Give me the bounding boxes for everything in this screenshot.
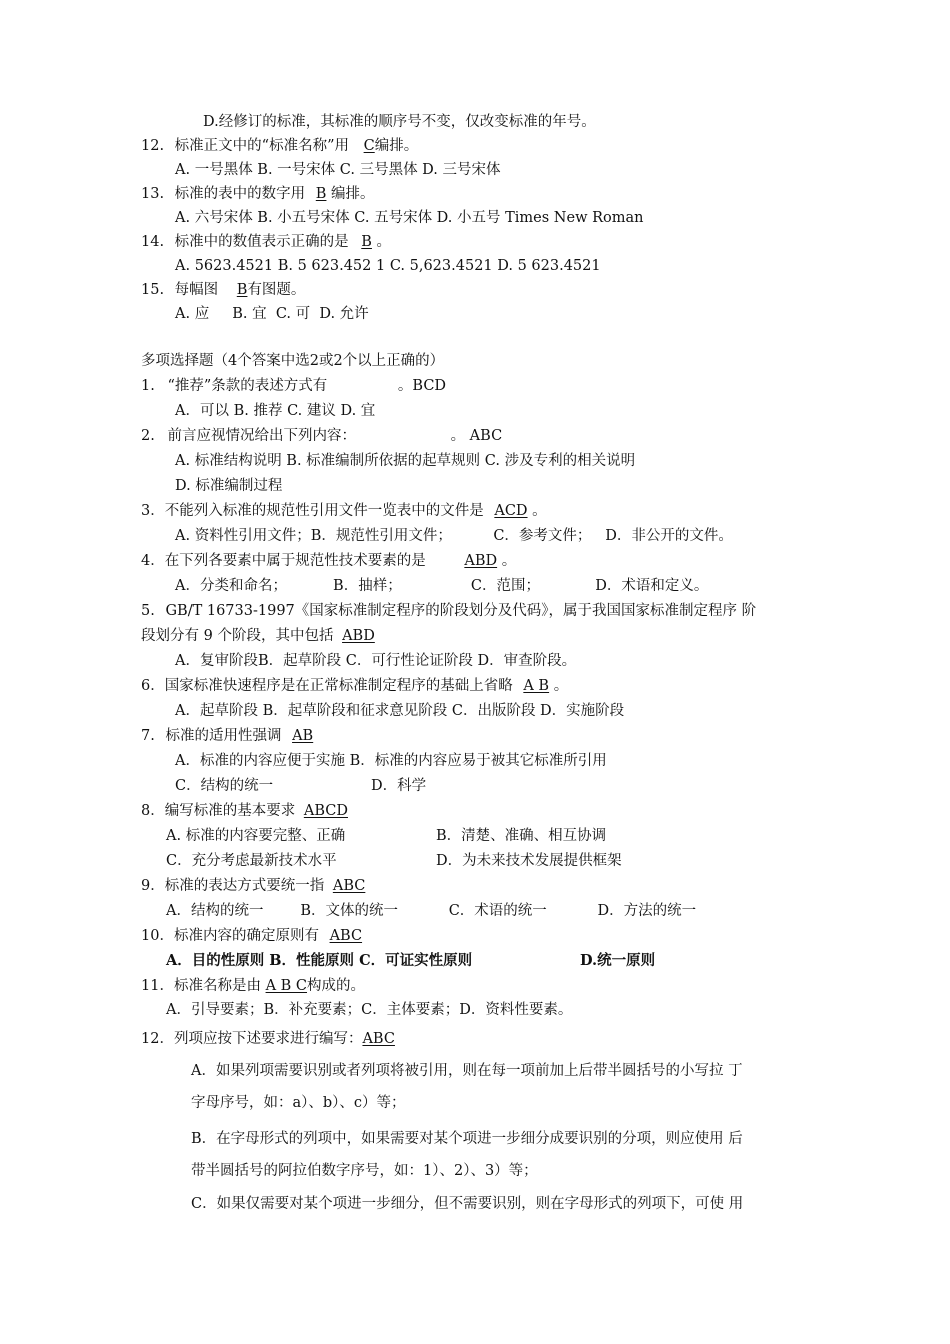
mc-q12-pre: 列项应按下述要求进行编写：	[173, 1031, 363, 1047]
mc-q12-answer: ABC	[362, 1031, 395, 1047]
mc-q2-text: 前言应视情况给出下列内容：	[167, 428, 356, 444]
mc-q11-options: A．引导要素；B．补充要素；C．主体要素；D．资料性要素。	[166, 1002, 573, 1018]
mc-q5-answer: ABD	[342, 628, 375, 644]
sc-q15-options: A. 应 B. 宜 C. 可 D. 允许	[175, 306, 369, 322]
mc-q10-answer: ABC	[329, 928, 363, 944]
mc-q6-answer: A B	[523, 678, 550, 694]
sc-q12-options: A. 一号黑体 B. 一号宋体 C. 三号黑体 D. 三号宋体	[175, 162, 501, 178]
mc-q7-num: 7.	[141, 728, 155, 744]
mc-q11-answer: A B C	[265, 978, 308, 994]
mc-q4-options: A．分类和命名； B．抽样； C．范围； D．术语和定义。	[175, 578, 709, 594]
mc-q3-num: 3．	[141, 503, 165, 519]
mc-q7-pre: 标准的适用性强调	[165, 728, 282, 744]
sc-q12-post: 编排。	[374, 138, 419, 154]
sc-q15-stem	[141, 280, 305, 300]
mc-q12-b-line2: 带半圆括号的阿拉伯数字序号，如：1）、2）、3）等；	[191, 1163, 538, 1179]
mc-q12-stem	[141, 1029, 395, 1049]
sc-q13-options: A. 六号宋体 B. 小五号宋体 C. 五号宋体 D. 小五号 Times New Roman	[175, 210, 644, 226]
mc-q1-text: “推荐”条款的表述方式有	[167, 378, 328, 394]
mc-q12-b-line1: B．在字母形式的列项中，如果需要对某个项进一步细分成要识别的分项，则应使用 后	[191, 1131, 743, 1147]
mc-q8-option-b: B．清楚、准确、相互协调	[436, 828, 607, 844]
mc-q8-option-a: A. 标准的内容要完整、正确	[166, 828, 346, 844]
sc-q15-post: 有图题。	[247, 282, 306, 298]
mc-q9-answer: ABC	[332, 878, 366, 894]
mc-q4-post: 。	[501, 553, 517, 569]
mc-q6-options: A．起草阶段 B．起草阶段和征求意见阶段 C．出版阶段 D．实施阶段	[175, 703, 625, 719]
mc-q7-option-d: D．科学	[371, 778, 427, 794]
mc-q2-answer: 。 ABC	[450, 428, 503, 444]
mc-q8-option-c: C．充分考虑最新技术水平	[166, 853, 337, 869]
mc-q12-a-line2: 字母序号，如：a）、b）、c）等；	[191, 1095, 406, 1111]
mc-q10-options-a: A．目的性原则 B．性能原则 C．可证实性原则	[166, 952, 473, 969]
sc-q13-answer: B	[315, 186, 327, 202]
mc-q7-stem	[141, 726, 313, 746]
mc-q5-num: 5.	[141, 603, 155, 619]
mc-q9-num: 9．	[141, 878, 165, 894]
mc-q11-num: 11．	[141, 978, 174, 994]
mc-q2-stem	[141, 426, 502, 446]
mc-q8-pre: 编写标准的基本要求	[164, 803, 296, 819]
sc-q13-stem	[141, 184, 375, 204]
mc-q8-stem	[141, 801, 348, 821]
mc-q2-options-2: D. 标准编制过程	[175, 478, 283, 494]
sc-q14-stem	[141, 232, 391, 252]
mc-q9-options: A．结构的统一 B．文体的统一 C．术语的统一 D．方法的统一	[166, 903, 697, 919]
mc-q9-pre: 标准的表达方式要统一指	[164, 878, 325, 894]
mc-q2-num: 2.	[141, 428, 155, 444]
mc-q9-stem	[141, 876, 365, 896]
mc-q3-post: 。	[532, 503, 547, 519]
mc-q11-stem	[141, 976, 365, 996]
multi-choice-heading: 多项选择题（4个答案中选2或2个以上正确的）	[141, 353, 445, 369]
sc-q14-post: 。	[376, 234, 392, 250]
mc-q3-options: A. 资料性引用文件；B．规范性引用文件； C．参考文件； D．非公开的文件。	[175, 528, 733, 544]
mc-q6-post: 。	[553, 678, 569, 694]
mc-q5-line1: GB/T 16733-1997《国家标准制定程序的阶段划分及代码》，属于我国国家标准制定程序 阶	[165, 603, 757, 619]
sc-q12-num: 12.	[141, 138, 165, 154]
mc-q8-option-d: D．为未来技术发展提供框架	[436, 853, 622, 869]
mc-q5-line2	[141, 626, 375, 646]
mc-q4-stem	[141, 551, 516, 571]
sc-q13-post: 编排。	[331, 186, 375, 202]
sc-q15-pre: 每幅图	[174, 282, 219, 298]
sc-q14-num: 14.	[141, 234, 165, 250]
mc-q7-options-1: A．标准的内容应便于实施 B．标准的内容应易于被其它标准所引用	[175, 753, 607, 769]
mc-q7-answer: AB	[292, 728, 314, 744]
mc-q12-num: 12．	[141, 1031, 174, 1047]
mc-q2-options-1: A. 标准结构说明 B. 标准编制所依据的起草规则 C. 涉及专利的相关说明	[175, 453, 636, 469]
mc-q7-option-c: C．结构的统一	[175, 778, 274, 794]
sc-q12-pre: 标准正文中的“标准名称”用	[174, 138, 349, 154]
mc-q8-num: 8．	[141, 803, 165, 819]
mc-q6-num: 6．	[141, 678, 165, 694]
mc-q4-answer: ABD	[464, 553, 498, 569]
mc-q10-stem	[141, 926, 362, 946]
sc-q14-answer: B	[361, 234, 372, 250]
mc-q12-a-line1: A．如果列项需要识别或者列项将被引用，则在每一项前加上后带半圆括号的小写拉 丁	[191, 1063, 743, 1079]
mc-q1-options: A．可以 B. 推荐 C. 建议 D. 宜	[175, 403, 376, 419]
mc-q5-stem	[141, 601, 756, 621]
sc-q15-num: 15.	[141, 282, 165, 298]
mc-q8-answer: ABCD	[303, 803, 348, 819]
mc-q1-answer: 。BCD	[397, 378, 447, 394]
q11-option-d: D.经修订的标准，其标准的顺序号不变，仅改变标准的年号。	[203, 114, 596, 130]
sc-q12-stem	[141, 136, 418, 156]
sc-q13-num: 13.	[141, 186, 165, 202]
sc-q15-answer: B	[236, 282, 248, 298]
mc-q5-options: A．复审阶段B．起草阶段 C．可行性论证阶段 D．审查阶段。	[175, 653, 577, 669]
mc-q4-pre: 在下列各要素中属于规范性技术要素的是	[164, 553, 426, 569]
mc-q5-line2-text: 段划分有 9 个阶段，其中包括	[141, 628, 334, 644]
mc-q12-c-line1: C．如果仅需要对某个项进一步细分，但不需要识别，则在字母形式的列项下，可使 用	[191, 1196, 744, 1212]
mc-q3-answer: ACD	[494, 503, 528, 519]
mc-q11-post: 构成的。	[307, 978, 366, 994]
mc-q3-pre: 不能列入标准的规范性引用文件一览表中的文件是	[164, 503, 484, 519]
mc-q10-options-b: D.统一原则	[580, 952, 656, 969]
mc-q3-stem	[141, 501, 547, 521]
sc-q13-pre: 标准的表中的数字用	[174, 186, 306, 202]
mc-q4-num: 4．	[141, 553, 165, 569]
mc-q10-pre: 标准内容的确定原则有	[173, 928, 319, 944]
mc-q11-pre: 标准名称是由	[173, 978, 261, 994]
sc-q14-pre: 标准中的数值表示正确的是	[174, 234, 349, 250]
mc-q6-stem	[141, 676, 568, 696]
mc-q1-num: 1.	[141, 378, 155, 394]
mc-q6-pre: 国家标准快速程序是在正常标准制定程序的基础上省略	[164, 678, 513, 694]
sc-q12-answer: C	[363, 138, 375, 154]
sc-q14-options: A. 5623.4521 B. 5 623.452 1 C. 5,623.4521 D. 5 623.4521	[175, 258, 601, 274]
mc-q1-stem	[141, 376, 446, 396]
mc-q10-num: 10．	[141, 928, 174, 944]
